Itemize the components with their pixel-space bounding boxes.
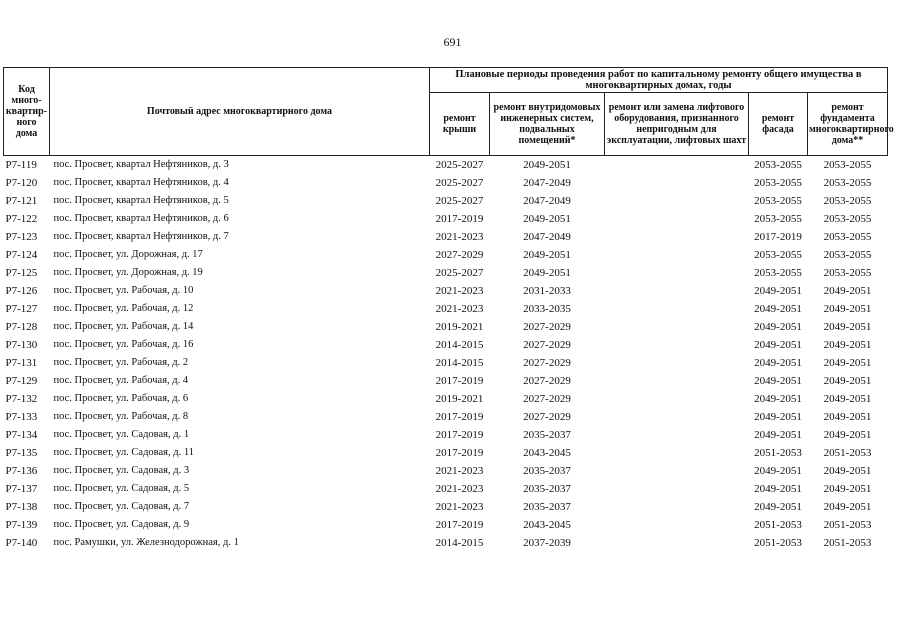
table-row <box>4 516 888 534</box>
cell-facade: 2049-2051 <box>754 339 802 351</box>
repair-schedule-table <box>3 67 894 552</box>
cell-foundation: 2049-2051 <box>823 501 872 513</box>
cell-address: пос. Просвет, ул. Рабочая, д. 8 <box>53 411 189 422</box>
table-row <box>4 318 888 336</box>
cell-address: пос. Просвет, ул. Садовая, д. 7 <box>53 501 190 512</box>
cell-systems: 2035-2037 <box>523 429 571 441</box>
cell-code: Р7-134 <box>5 429 38 441</box>
cell-facade: 2049-2051 <box>754 285 802 297</box>
cell-code: Р7-120 <box>5 177 38 189</box>
cell-roof: 2021-2023 <box>435 285 484 297</box>
cell-elevator <box>605 228 749 246</box>
cell-code: Р7-137 <box>5 483 38 495</box>
cell-systems: 2047-2049 <box>523 231 571 243</box>
cell-code: Р7-119 <box>5 159 37 171</box>
cell-foundation: 2049-2051 <box>823 411 872 423</box>
cell-elevator <box>605 192 749 210</box>
cell-address: пос. Просвет, ул. Рабочая, д. 4 <box>53 375 189 386</box>
cell-facade: 2049-2051 <box>754 411 802 423</box>
table-row <box>4 480 888 498</box>
cell-roof: 2021-2023 <box>435 231 484 243</box>
table-row <box>4 246 888 264</box>
cell-roof: 2021-2023 <box>435 465 484 477</box>
cell-code: Р7-140 <box>5 537 38 549</box>
cell-roof: 2021-2023 <box>435 501 484 513</box>
cell-address: пос. Просвет, ул. Садовая, д. 5 <box>53 483 190 494</box>
cell-code: Р7-132 <box>5 393 38 405</box>
cell-elevator <box>605 264 749 282</box>
table-row <box>4 174 888 192</box>
cell-systems: 2027-2029 <box>523 321 571 333</box>
cell-roof: 2019-2021 <box>435 393 484 405</box>
cell-foundation: 2053-2055 <box>823 231 872 243</box>
cell-code: Р7-129 <box>5 375 38 387</box>
cell-foundation: 2053-2055 <box>823 249 872 261</box>
cell-roof: 2025-2027 <box>435 195 484 207</box>
cell-foundation: 2049-2051 <box>823 285 872 297</box>
cell-code: Р7-124 <box>5 249 38 261</box>
cell-foundation: 2053-2055 <box>823 267 872 279</box>
cell-code: Р7-131 <box>5 357 38 369</box>
cell-systems: 2027-2029 <box>523 375 571 387</box>
cell-facade: 2049-2051 <box>754 429 802 441</box>
cell-foundation: 2053-2055 <box>823 195 872 207</box>
cell-address: пос. Просвет, ул. Дорожная, д. 19 <box>53 267 203 278</box>
cell-code: Р7-128 <box>5 321 38 333</box>
cell-foundation: 2049-2051 <box>823 465 872 477</box>
cell-address: пос. Просвет, квартал Нефтяников, д. 5 <box>53 195 229 206</box>
cell-systems: 2035-2037 <box>523 465 571 477</box>
cell-elevator <box>605 462 749 480</box>
cell-systems: 2027-2029 <box>523 393 571 405</box>
cell-roof: 2025-2027 <box>435 159 484 171</box>
cell-facade: 2049-2051 <box>754 321 802 333</box>
cell-facade: 2053-2055 <box>754 213 802 225</box>
cell-address: пос. Просвет, квартал Нефтяников, д. 6 <box>53 213 229 224</box>
cell-roof: 2014-2015 <box>435 357 484 369</box>
cell-address: пос. Просвет, ул. Садовая, д. 11 <box>53 447 194 458</box>
cell-systems: 2027-2029 <box>523 357 571 369</box>
cell-facade: 2049-2051 <box>754 501 802 513</box>
table-row <box>4 282 888 300</box>
table-row <box>4 210 888 228</box>
column-header-systems: ремонт внутридомовых инженерных систем, подвальных помещений* <box>490 93 605 156</box>
cell-foundation: 2051-2053 <box>823 447 872 459</box>
cell-elevator <box>605 318 749 336</box>
table-body <box>4 156 888 553</box>
cell-code: Р7-123 <box>5 231 38 243</box>
cell-facade: 2049-2051 <box>754 393 802 405</box>
cell-foundation: 2049-2051 <box>823 375 872 387</box>
cell-roof: 2017-2019 <box>435 519 484 531</box>
cell-code: Р7-125 <box>5 267 38 279</box>
table-row <box>4 426 888 444</box>
cell-code: Р7-138 <box>5 501 38 513</box>
cell-address: пос. Просвет, ул. Рабочая, д. 12 <box>53 303 194 314</box>
table-row <box>4 156 888 175</box>
cell-elevator <box>605 426 749 444</box>
cell-facade: 2053-2055 <box>754 177 802 189</box>
cell-elevator <box>605 498 749 516</box>
cell-elevator <box>605 390 749 408</box>
cell-elevator <box>605 174 749 192</box>
cell-facade: 2017-2019 <box>754 231 802 243</box>
cell-address: пос. Просвет, ул. Рабочая, д. 6 <box>53 393 189 404</box>
cell-systems: 2049-2051 <box>523 213 571 225</box>
table-row <box>4 498 888 516</box>
table-row <box>4 354 888 372</box>
cell-address: пос. Просвет, квартал Нефтяников, д. 3 <box>53 159 229 170</box>
cell-code: Р7-133 <box>5 411 38 423</box>
cell-systems: 2049-2051 <box>523 159 571 171</box>
cell-elevator <box>605 444 749 462</box>
cell-address: пос. Рамушки, ул. Железнодорожная, д. 1 <box>53 537 239 548</box>
cell-systems: 2043-2045 <box>523 447 571 459</box>
cell-facade: 2049-2051 <box>754 357 802 369</box>
column-header-code: Код много-квартир-ного дома <box>4 68 50 156</box>
cell-facade: 2053-2055 <box>754 267 802 279</box>
table-row <box>4 462 888 480</box>
table-row <box>4 372 888 390</box>
cell-code: Р7-122 <box>5 213 38 225</box>
cell-elevator <box>605 534 749 552</box>
cell-address: пос. Просвет, ул. Садовая, д. 9 <box>53 519 190 530</box>
cell-roof: 2021-2023 <box>435 483 484 495</box>
cell-facade: 2051-2053 <box>754 447 802 459</box>
cell-roof: 2021-2023 <box>435 303 484 315</box>
cell-foundation: 2049-2051 <box>823 321 872 333</box>
cell-systems: 2033-2035 <box>523 303 571 315</box>
cell-facade: 2049-2051 <box>754 483 802 495</box>
cell-address: пос. Просвет, ул. Дорожная, д. 17 <box>53 249 203 260</box>
cell-foundation: 2053-2055 <box>823 177 872 189</box>
cell-elevator <box>605 210 749 228</box>
cell-address: пос. Просвет, ул. Садовая, д. 3 <box>53 465 190 476</box>
cell-elevator <box>605 156 749 175</box>
cell-address: пос. Просвет, ул. Рабочая, д. 16 <box>53 339 194 350</box>
cell-systems: 2027-2029 <box>523 411 571 423</box>
cell-code: Р7-127 <box>5 303 38 315</box>
cell-elevator <box>605 282 749 300</box>
cell-roof: 2019-2021 <box>435 321 484 333</box>
cell-elevator <box>605 300 749 318</box>
cell-foundation: 2053-2055 <box>823 213 872 225</box>
cell-code: Р7-126 <box>5 285 38 297</box>
column-header-elevator: ремонт или замена лифтового оборудования, признанного непригодным для эксплуатации, лифтовых шахт <box>605 93 749 156</box>
column-group-header: Плановые периоды проведения работ по капитальному ремонту общего имущества в многоквартирных домах, годы <box>430 68 888 93</box>
cell-facade: 2053-2055 <box>754 249 802 261</box>
cell-elevator <box>605 480 749 498</box>
cell-roof: 2025-2027 <box>435 267 484 279</box>
cell-systems: 2043-2045 <box>523 519 571 531</box>
column-header-facade: ремонт фасада <box>749 93 808 156</box>
table-row <box>4 408 888 426</box>
cell-foundation: 2053-2055 <box>823 159 872 171</box>
cell-facade: 2049-2051 <box>754 375 802 387</box>
cell-roof: 2017-2019 <box>435 429 484 441</box>
cell-elevator <box>605 336 749 354</box>
table-row <box>4 336 888 354</box>
cell-code: Р7-130 <box>5 339 38 351</box>
page-number: 691 <box>443 35 462 49</box>
cell-elevator <box>605 246 749 264</box>
cell-foundation: 2049-2051 <box>823 393 872 405</box>
cell-code: Р7-136 <box>5 465 38 477</box>
cell-roof: 2027-2029 <box>435 249 484 261</box>
cell-facade: 2051-2053 <box>754 537 802 549</box>
column-header-address: Почтовый адрес многоквартирного дома <box>50 68 430 156</box>
cell-roof: 2017-2019 <box>435 447 484 459</box>
cell-facade: 2049-2051 <box>754 303 802 315</box>
cell-elevator <box>605 372 749 390</box>
cell-systems: 2049-2051 <box>523 267 571 279</box>
cell-systems: 2047-2049 <box>523 177 571 189</box>
cell-code: Р7-139 <box>5 519 38 531</box>
cell-roof: 2017-2019 <box>435 411 484 423</box>
cell-facade: 2051-2053 <box>754 519 802 531</box>
cell-roof: 2014-2015 <box>435 537 484 549</box>
cell-systems: 2031-2033 <box>523 285 571 297</box>
cell-foundation: 2049-2051 <box>823 339 872 351</box>
cell-foundation: 2049-2051 <box>823 357 872 369</box>
cell-foundation: 2049-2051 <box>823 303 872 315</box>
cell-address: пос. Просвет, квартал Нефтяников, д. 7 <box>53 231 229 242</box>
table-row <box>4 228 888 246</box>
cell-foundation: 2051-2053 <box>823 519 872 531</box>
table-row <box>4 534 888 552</box>
header-row <box>4 68 888 93</box>
cell-roof: 2017-2019 <box>435 213 484 225</box>
cell-systems: 2049-2051 <box>523 249 571 261</box>
cell-code: Р7-121 <box>5 195 38 207</box>
cell-facade: 2053-2055 <box>754 159 802 171</box>
cell-roof: 2014-2015 <box>435 339 484 351</box>
cell-elevator <box>605 408 749 426</box>
cell-address: пос. Просвет, ул. Рабочая, д. 2 <box>53 357 189 368</box>
table-row <box>4 390 888 408</box>
cell-roof: 2025-2027 <box>435 177 484 189</box>
cell-systems: 2037-2039 <box>523 537 571 549</box>
cell-systems: 2035-2037 <box>523 483 571 495</box>
cell-foundation: 2049-2051 <box>823 483 872 495</box>
cell-address: пос. Просвет, ул. Садовая, д. 1 <box>53 429 190 440</box>
cell-facade: 2053-2055 <box>754 195 802 207</box>
cell-address: пос. Просвет, ул. Рабочая, д. 14 <box>53 321 194 332</box>
cell-systems: 2047-2049 <box>523 195 571 207</box>
cell-elevator <box>605 354 749 372</box>
cell-roof: 2017-2019 <box>435 375 484 387</box>
cell-systems: 2027-2029 <box>523 339 571 351</box>
cell-foundation: 2049-2051 <box>823 429 872 441</box>
column-header-roof: ремонт крыши <box>430 93 490 156</box>
cell-code: Р7-135 <box>5 447 38 459</box>
cell-address: пос. Просвет, квартал Нефтяников, д. 4 <box>53 177 229 188</box>
cell-elevator <box>605 516 749 534</box>
cell-foundation: 2051-2053 <box>823 537 872 549</box>
cell-systems: 2035-2037 <box>523 501 571 513</box>
cell-facade: 2049-2051 <box>754 465 802 477</box>
table-row <box>4 300 888 318</box>
column-header-foundation: ремонт фундамента многоквартирного дома** <box>808 93 888 156</box>
table-row <box>4 444 888 462</box>
table-row <box>4 192 888 210</box>
cell-address: пос. Просвет, ул. Рабочая, д. 10 <box>53 285 194 296</box>
table-row <box>4 264 888 282</box>
